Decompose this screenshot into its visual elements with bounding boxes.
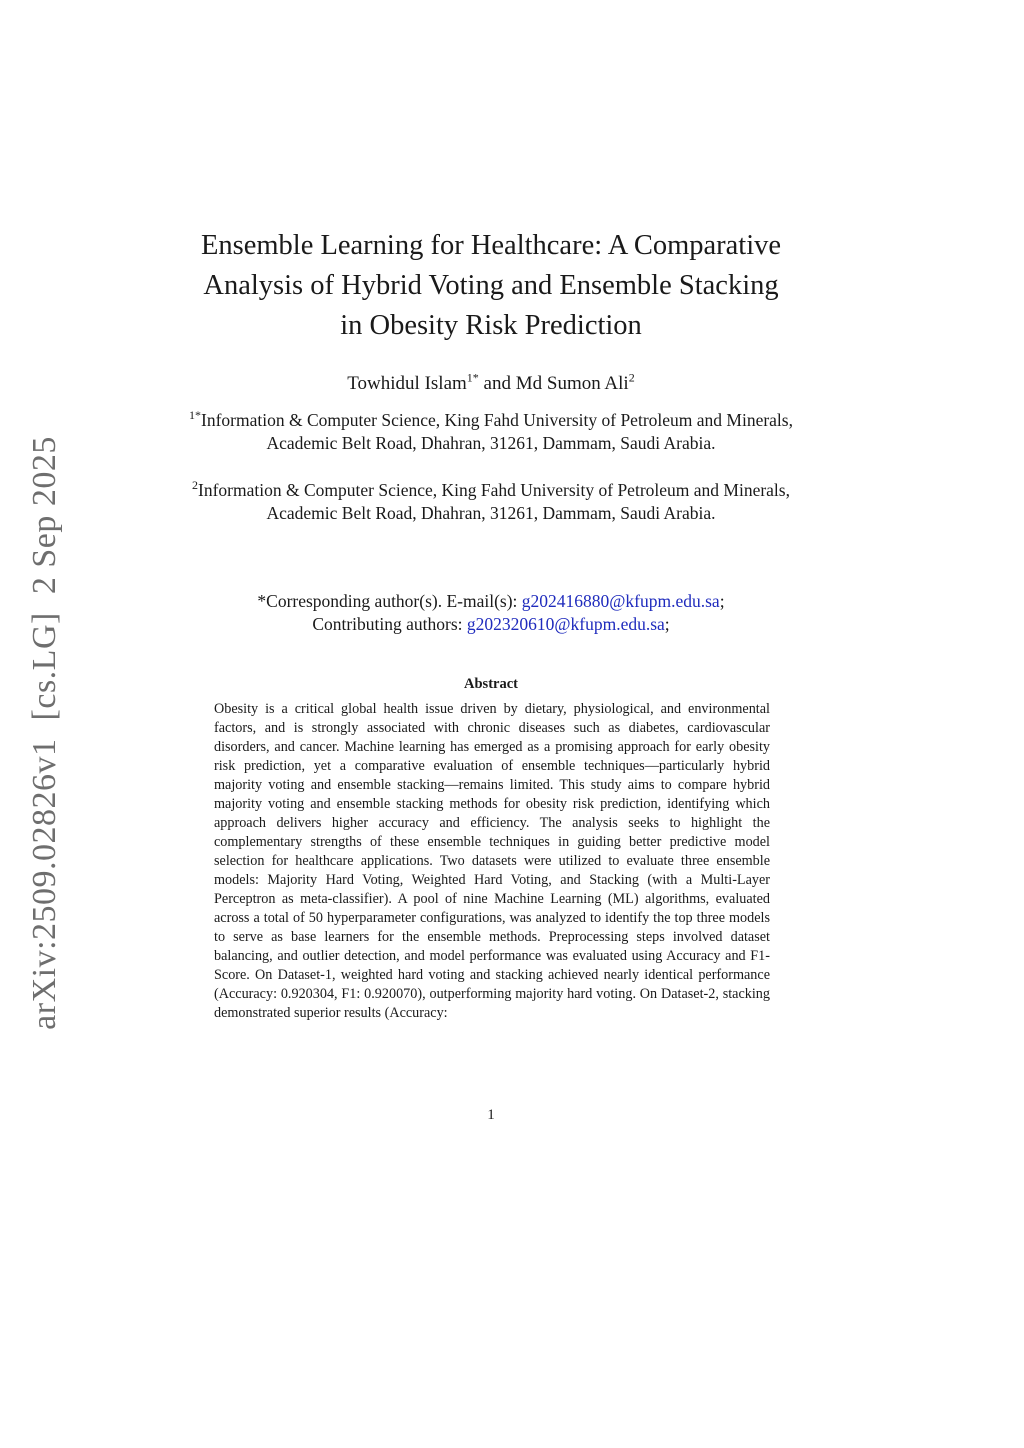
- author-list: [180, 372, 802, 396]
- corresponding-label: *Corresponding author(s). E-mail(s):: [257, 591, 522, 611]
- author-name: Md Sumon Ali: [515, 373, 629, 394]
- affiliation-text: Information & Computer Science, King Fahd University of Petroleum and Minerals, Academic Belt Road, Dhahran, 31261, Dammam, Saudi Arabia.: [198, 480, 790, 523]
- contributing-label: Contributing authors:: [312, 614, 467, 634]
- abstract-text: Obesity is a critical global health issue driven by dietary, physiological, and environmental factors, and is strongly associated with chronic diseases such as diabetes, cardiovascular disorders, and cancer. Machine learning has emerged as a promising approach for early obesity risk prediction, yet a comparative evaluation of ensemble techniques—particularly hybrid majority voting and ensemble stacking—remains limited. This study aims to compare hybrid majority voting and ensemble stacking methods for obesity risk prediction, identifying which approach delivers higher accuracy and efficiency. The analysis seeks to highlight the complementary strengths of these ensemble techniques in guiding better predictive model selection for healthcare applications. Two datasets were utilized to evaluate three ensemble models: Majority Hard Voting, Weighted Hard Voting, and Stacking (with a Multi-Layer Perceptron as meta-classifier). A pool of nine Machine Learning (ML) algorithms, evaluated across a total of 50 hyperparameter configurations, was analyzed to identify the top three models to serve as base learners for the ensemble methods. Preprocessing steps involved dataset balancing, and outlier detection, and model performance was evaluated using Accuracy and F1-Score. On Dataset-1, weighted hard voting and stacking achieved nearly identical performance (Accuracy: 0.920304, F1: 0.920070), outperforming majority hard voting. On Dataset-2, stacking demonstrated superior results (Accuracy:: [214, 701, 770, 1021]
- contributing-authors-line: [180, 613, 802, 636]
- author-affiliation-mark: 2: [628, 370, 635, 385]
- affiliation-mark: 2: [192, 478, 199, 493]
- affiliation-mark: 1*: [189, 408, 202, 423]
- corresponding-email-link[interactable]: g202416880@kfupm.edu.sa: [521, 591, 720, 611]
- page-number: 1: [487, 1107, 495, 1123]
- correspondence-block: [180, 590, 802, 636]
- title-line: Analysis of Hybrid Voting and Ensemble Stacking: [203, 270, 779, 301]
- affiliation: [180, 409, 802, 455]
- title-line: Ensemble Learning for Healthcare: A Comparative: [200, 230, 782, 261]
- arxiv-identifier-stamp: [26, 418, 64, 1030]
- contributing-suffix: ;: [664, 614, 670, 634]
- paper-title: [180, 226, 802, 346]
- arxiv-category: [cs.LG]: [26, 612, 63, 721]
- corresponding-author-line: [180, 590, 802, 613]
- corresponding-suffix: ;: [719, 591, 725, 611]
- contributing-email-link[interactable]: g202320610@kfupm.edu.sa: [466, 614, 665, 634]
- affiliation: [180, 479, 802, 525]
- author-conjunction: and: [478, 373, 516, 394]
- title-line: in Obesity Risk Prediction: [340, 310, 642, 341]
- author-affiliation-mark: 1*: [466, 370, 479, 385]
- arxiv-date: 2 Sep 2025: [26, 436, 63, 595]
- arxiv-id: arXiv:2509.02826v1: [26, 738, 63, 1030]
- author-name: Towhidul Islam: [347, 373, 467, 394]
- affiliation-text: Information & Computer Science, King Fahd University of Petroleum and Minerals, Academic Belt Road, Dhahran, 31261, Dammam, Saudi Arabia.: [201, 410, 793, 453]
- abstract-heading: Abstract: [464, 676, 518, 692]
